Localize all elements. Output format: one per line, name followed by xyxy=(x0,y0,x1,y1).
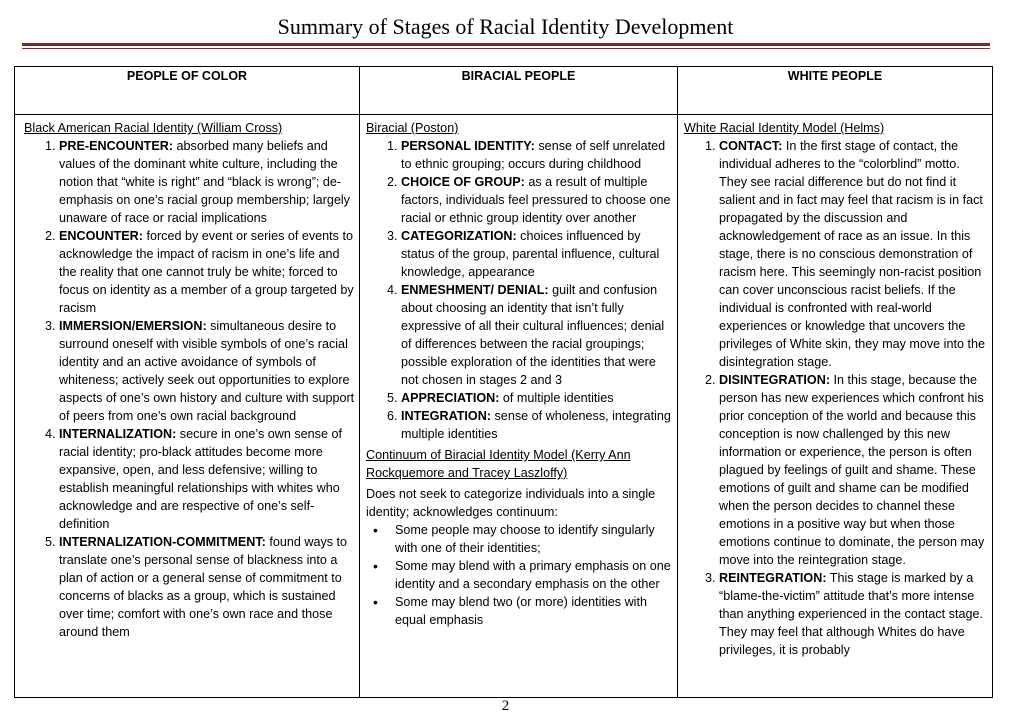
title-rule-thick xyxy=(22,43,990,46)
stage-term: INTERNALIZATION: xyxy=(59,427,177,441)
page-number: 2 xyxy=(501,698,510,714)
stage-term: DISINTEGRATION: xyxy=(719,373,831,387)
bullet-list xyxy=(366,521,673,629)
stage-item xyxy=(59,533,355,641)
stage-description: This stage is marked by a “blame-the-victim” attitude that’s more intense than anything experienced in the contact stage. They may feel that although Whites do have privileges, it is probably xyxy=(719,571,983,657)
stage-description: forced by event or series of events to acknowledge the impact of racism in one’s life and the reality that one cannot truly be white; forced to focus on identity as a member of a group targeted by racism xyxy=(59,229,354,315)
section-heading: White Racial Identity Model (Helms) xyxy=(684,121,885,135)
stage-item xyxy=(401,389,673,407)
column-header-biracial-people: BIRACIAL PEOPLE xyxy=(360,67,678,115)
stage-item xyxy=(59,425,355,533)
stage-term: REINTEGRATION: xyxy=(719,571,827,585)
stage-item xyxy=(719,137,988,371)
stage-description: choices influenced by status of the group, parental influence, cultural knowledge, appearance xyxy=(401,229,660,279)
stage-description: as a result of multiple factors, individuals feel pressured to choose one racial or ethnic group identity over another xyxy=(401,175,671,225)
stage-description: In this stage, because the person has new experiences which confront his prior conception of the world and because this conception is now challenged by this new information or experience, the person is often plagued by feelings of guilt and shame. These emotions of guilt and shame can be modified when the person decides to channel these emotions in a positive way but when those emotions continue to dominate, the person may move into the reintegration stage. xyxy=(719,373,985,567)
column-people-of-color xyxy=(15,115,360,698)
stage-term: APPRECIATION: xyxy=(401,391,500,405)
stage-term: INTERNALIZATION-COMMITMENT: xyxy=(59,535,266,549)
column-biracial-people xyxy=(360,115,678,698)
stage-term: IMMERSION/EMERSION: xyxy=(59,319,207,333)
stage-list xyxy=(24,137,355,641)
stage-item xyxy=(401,227,673,281)
stage-description: sense of self unrelated to ethnic grouping; occurs during childhood xyxy=(401,139,666,171)
section-heading: Black American Racial Identity (William Cross) xyxy=(24,121,283,135)
stage-description: of multiple identities xyxy=(499,391,614,405)
section-heading: Continuum of Biracial Identity Model (Kerry Ann Rockquemore and Tracey Laszloffy) xyxy=(366,448,631,480)
stage-description: secure in one’s own sense of racial identity; pro-black attitudes become more expansive, open, and less defensive; willing to establish meaningful relationships with whites who acknowledge and are respective of one’s self-definition xyxy=(59,427,342,531)
stage-term: CATEGORIZATION: xyxy=(401,229,517,243)
page-title: Summary of Stages of Racial Identity Development xyxy=(277,14,734,39)
section-intro: Does not seek to categorize individuals into a single identity; acknowledges continuum: xyxy=(366,487,656,519)
stage-item xyxy=(59,227,355,317)
stage-term: ENMESHMENT/ DENIAL: xyxy=(401,283,549,297)
stage-description: simultaneous desire to surround oneself with visible symbols of one’s racial identity and an active avoidance of symbols of whiteness; actively seek out opportunities to explore aspects of one’s own history and culture with support of peers from one’s own racial background xyxy=(59,319,355,423)
stage-item xyxy=(719,569,988,659)
stage-description: sense of wholeness, integrating multiple identities xyxy=(401,409,671,441)
stage-list xyxy=(366,137,673,443)
stage-item xyxy=(401,407,673,443)
stage-item xyxy=(401,281,673,389)
bullet-item: • Some may blend two (or more) identities with equal emphasis xyxy=(395,593,673,629)
stage-term: ENCOUNTER: xyxy=(59,229,143,243)
column-white-people xyxy=(678,115,993,698)
stage-term: PERSONAL IDENTITY: xyxy=(401,139,535,153)
column-header-white-people: WHITE PEOPLE xyxy=(678,67,993,115)
stage-term: INTEGRATION: xyxy=(401,409,492,423)
title-rule-thin xyxy=(22,48,990,49)
stages-table xyxy=(14,66,993,698)
column-header-people-of-color: PEOPLE OF COLOR xyxy=(15,67,360,115)
stage-description: guilt and confusion about choosing an identity that isn’t fully expressive of all their cultural influences; denial of differences between the racial groupings; possible exploration of the identities that were not chosen in stages 2 and 3 xyxy=(401,283,665,387)
stage-item xyxy=(59,137,355,227)
stage-item xyxy=(401,137,673,173)
cell-content xyxy=(678,115,992,659)
bullet-item: • Some people may choose to identify singularly with one of their identities; xyxy=(395,521,673,557)
stage-term: CHOICE OF GROUP: xyxy=(401,175,525,189)
stage-item xyxy=(401,173,673,227)
stage-list xyxy=(684,137,988,659)
stage-term: PRE-ENCOUNTER: xyxy=(59,139,174,153)
stage-item xyxy=(59,317,355,425)
cell-content xyxy=(15,115,359,641)
stage-term: CONTACT: xyxy=(719,139,783,153)
table-body-row xyxy=(15,115,993,698)
stage-description: In the first stage of contact, the individual adheres to the “colorblind” motto. They see racial difference but do not find it salient and in fact may feel that racism is in fact propagated by the discussion and acknowledgement of race as an issue. In this stage, there is no conscious demonstration of racism here. This seemingly non-racist position can cover unconscious racist beliefs. If the individual is confronted with real-world experiences or knowledge that uncovers the privileges of White skin, they may move into the disintegration stage. xyxy=(719,139,985,369)
table-header-row xyxy=(15,67,993,115)
stage-description: found ways to translate one’s personal sense of blackness into a plan of action or a general sense of commitment to concerns of blacks as a group, which is sustained over time; comfort with one’s own race and those around them xyxy=(59,535,348,639)
section-heading: Biracial (Poston) xyxy=(366,121,459,135)
stage-item xyxy=(719,371,988,569)
cell-content xyxy=(360,115,677,629)
stage-description: absorbed many beliefs and values of the dominant white culture, including the notion that “white is right” and “black is wrong”; de-emphasis on one’s racial group membership; largely unaware of race or racial implications xyxy=(59,139,350,225)
bullet-item: • Some may blend with a primary emphasis on one identity and a secondary emphasis on the other xyxy=(395,557,673,593)
